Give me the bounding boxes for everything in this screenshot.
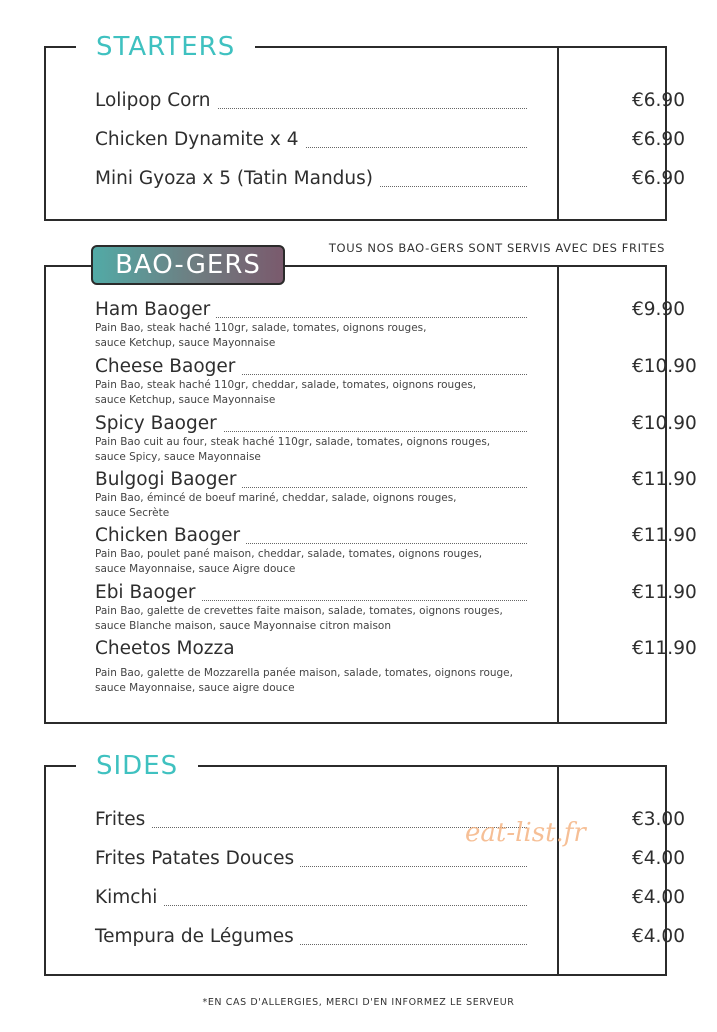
item-price: €6.90: [632, 129, 685, 150]
item-price: €11.90: [632, 582, 697, 603]
item-description: Pain Bao, poulet pané maison, cheddar, salade, tomates, oignons rouges, sauce Mayonnaise, sauce Aigre douce: [95, 548, 483, 575]
item-description: Pain Bao, steak haché 110gr, salade, tomates, oignons rouges, sauce Ketchup, sauce Mayonnaise: [95, 322, 427, 349]
allergy-footer: *EN CAS D'ALLERGIES, MERCI D'EN INFORMEZ LE SERVEUR: [202, 997, 515, 1008]
item-price: €3.00: [632, 809, 685, 830]
dot-leader: [95, 827, 527, 828]
menu-item: [95, 168, 685, 198]
menu-item: [95, 638, 697, 694]
item-price: €4.00: [632, 926, 685, 947]
item-price: €11.90: [632, 525, 697, 546]
item-description: Pain Bao, steak haché 110gr, cheddar, salade, tomates, oignons rouges, sauce Ketchup, sauce Mayonnaise: [95, 379, 477, 406]
menu-item: [95, 356, 697, 406]
menu-item: [95, 413, 697, 463]
item-name: Mini Gyoza x 5 (Tatin Mandus): [95, 168, 379, 189]
starters-title: STARTERS: [76, 30, 255, 64]
item-name: Chicken Dynamite x 4: [95, 129, 305, 150]
item-name: Cheese Baoger: [95, 356, 241, 377]
menu-item: [95, 299, 685, 349]
item-price: €10.90: [632, 413, 697, 434]
menu-item: [95, 926, 685, 956]
item-price: €11.90: [632, 469, 697, 490]
item-price: €4.00: [632, 887, 685, 908]
menu-item: [95, 848, 685, 878]
baogers-title: BAO-GERS: [91, 245, 285, 285]
item-name: Bulgogi Baoger: [95, 469, 242, 490]
item-name: Spicy Baoger: [95, 413, 223, 434]
menu-item: [95, 129, 685, 159]
baogers-section: [44, 241, 697, 724]
menu-item: [95, 525, 697, 575]
item-name: Kimchi: [95, 887, 163, 908]
item-name: Chicken Baoger: [95, 525, 246, 546]
item-name: Frites Patates Douces: [95, 848, 300, 869]
item-name: Ham Baoger: [95, 299, 216, 320]
menu-item: [95, 469, 697, 519]
item-price: €11.90: [632, 638, 697, 659]
item-name: Frites: [95, 809, 151, 830]
menu-item: [95, 887, 685, 917]
item-description: Pain Bao cuit au four, steak haché 110gr, salade, tomates, oignons rouges, sauce Spicy, sauce Mayonnaise: [95, 436, 491, 463]
menu-item: [95, 90, 685, 120]
baogers-note: TOUS NOS BAO-GERS SONT SERVIS AVEC DES FRITES: [328, 241, 665, 255]
menu-item: [95, 582, 697, 632]
starters-section: [44, 32, 685, 221]
watermark: eat-list.fr: [465, 818, 586, 848]
sides-section: [44, 751, 685, 976]
item-name: Lolipop Corn: [95, 90, 217, 111]
item-description: Pain Bao, émincé de boeuf mariné, cheddar, salade, oignons rouges, sauce Secrète: [95, 492, 457, 519]
item-description: Pain Bao, galette de crevettes faite maison, salade, tomates, oignons rouges, sauce Blanche maison, sauce Mayonnaise citron maison: [95, 605, 503, 632]
item-price: €6.90: [632, 90, 685, 111]
item-name: Cheetos Mozza: [95, 638, 241, 659]
item-price: €10.90: [632, 356, 697, 377]
sides-title: SIDES: [76, 749, 198, 783]
item-price: €4.00: [632, 848, 685, 869]
item-price: €9.90: [632, 299, 685, 320]
item-name: Ebi Baoger: [95, 582, 202, 603]
item-price: €6.90: [632, 168, 685, 189]
item-description: Pain Bao, galette de Mozzarella panée maison, salade, tomates, oignons rouge, sauce Mayonnaise, sauce aigre douce: [95, 667, 513, 694]
item-name: Tempura de Légumes: [95, 926, 300, 947]
